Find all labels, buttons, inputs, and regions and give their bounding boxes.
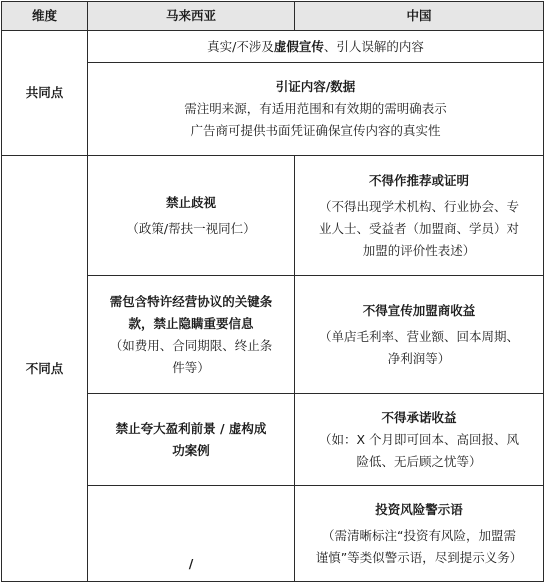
my-title: 禁止歧视 bbox=[165, 194, 216, 210]
common-citation-line: 需注明来源，有适用范围和有效期的需明确表示 bbox=[184, 101, 447, 116]
header-malaysia: 马来西亚 bbox=[88, 2, 295, 31]
my-cell-1 bbox=[88, 156, 295, 276]
cn-title: 投资风险警示语 bbox=[375, 501, 463, 517]
common-citation-title: 引证内容/数据 bbox=[275, 79, 356, 94]
cn-note-line: （如：X 个月即可回本、高回报、风 bbox=[318, 431, 520, 447]
header-dimension: 维度 bbox=[2, 2, 88, 31]
my-cell-3 bbox=[88, 394, 295, 486]
cn-note-line: 险低、无后顾之忧等） bbox=[356, 453, 482, 469]
comparison-document bbox=[1, 1, 543, 586]
diff-row-1 bbox=[2, 156, 544, 276]
common-citation-cell bbox=[88, 63, 544, 156]
my-slash: / bbox=[188, 556, 194, 571]
my-note: （政策/帮扶一视同仁） bbox=[126, 220, 256, 236]
my-title-line: 款，禁止隐瞒重要信息 bbox=[128, 315, 254, 331]
my-note-line: （如费用、合同期限、终止条 bbox=[109, 337, 273, 353]
my-cell-4 bbox=[88, 486, 295, 582]
cn-cell-4 bbox=[295, 486, 544, 582]
my-note-line: 件等） bbox=[172, 359, 210, 375]
header-row bbox=[2, 2, 544, 31]
header-china: 中国 bbox=[295, 2, 544, 31]
cn-note-line: 加盟的评价性表述） bbox=[362, 242, 476, 258]
common-truthful-prefix: 真实/不涉及 bbox=[207, 38, 274, 54]
common-citation-line: 广告商可提供书面凭证确保宣传内容的真实性 bbox=[190, 123, 441, 138]
cn-note-line: 业人士、受益者（加盟商、学员）对 bbox=[318, 220, 519, 236]
cn-title: 不得宣传加盟商收益 bbox=[362, 302, 476, 318]
my-title-line: 禁止夸大盈利前景 / 虚构成 bbox=[115, 420, 267, 436]
common-row-1 bbox=[2, 31, 544, 63]
my-cell-2 bbox=[88, 276, 295, 394]
cn-cell-2 bbox=[295, 276, 544, 394]
cn-note-line: 谨慎”等类似警示语，尽到提示义务） bbox=[315, 549, 523, 565]
common-truthful-bold: 虚假宣传 bbox=[273, 38, 324, 54]
comparison-table bbox=[1, 1, 544, 582]
cn-note-line: 净利润等） bbox=[387, 350, 451, 366]
cn-title: 不得作推荐或证明 bbox=[368, 172, 469, 188]
common-truthful-suffix: 、引人误解的内容 bbox=[323, 38, 424, 54]
my-title-line: 需包含特许经营协议的关键条 bbox=[109, 293, 273, 309]
cn-note-line: （不得出现学术机构、行业协会、专 bbox=[318, 198, 519, 214]
cn-note-line: （单店毛利率、营业额、回本周期、 bbox=[318, 328, 519, 344]
cn-cell-1 bbox=[295, 156, 544, 276]
cn-cell-3 bbox=[295, 394, 544, 486]
diff-label: 不同点 bbox=[2, 156, 88, 582]
cn-title: 不得承诺收益 bbox=[381, 409, 457, 425]
common-truthful-cell bbox=[88, 31, 544, 63]
my-title-line: 功案例 bbox=[172, 442, 210, 458]
common-label: 共同点 bbox=[2, 31, 88, 156]
cn-note-line: （需清晰标注“投资有风险，加盟需 bbox=[322, 527, 516, 543]
